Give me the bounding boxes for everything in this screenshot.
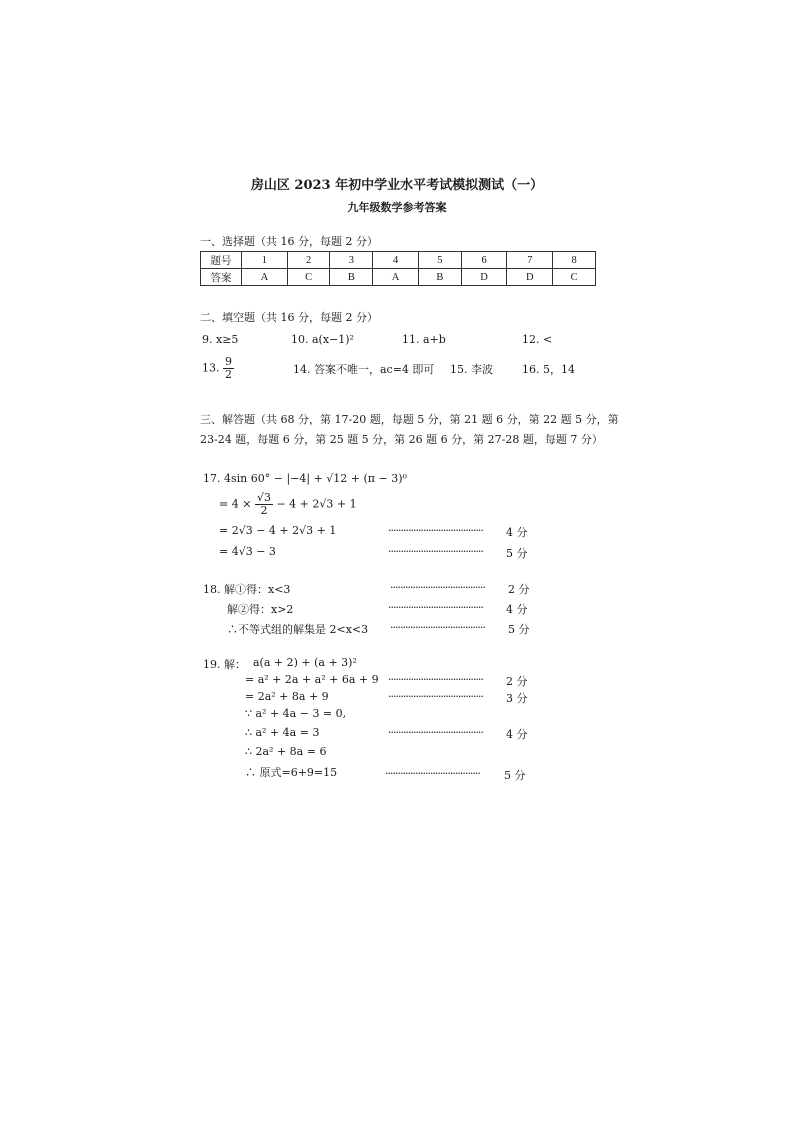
- table-cell: D: [507, 269, 553, 286]
- fraction-denominator: 2: [260, 504, 268, 518]
- q19-line2: = a² + 2a + a² + 6a + 9: [245, 673, 379, 686]
- score-label: 2 分: [508, 583, 530, 596]
- table-cell: A: [242, 269, 288, 286]
- page-title: 房山区 2023 年初中学业水平考试模拟测试（一）: [250, 178, 544, 193]
- q18-line1: 18. 解①得：x<3: [203, 583, 291, 596]
- table-cell: 5: [418, 252, 461, 269]
- table-cell: B: [330, 269, 373, 286]
- q19-line6: ∴ 2a² + 8a = 6: [245, 745, 327, 758]
- table-row: [201, 269, 596, 286]
- table-cell: 4: [373, 252, 419, 269]
- q19-line7: ∴ 原式=6+9=15: [245, 766, 338, 779]
- table-header-cell: 题号: [201, 252, 242, 269]
- score-dots: ······································: [388, 545, 483, 558]
- section-heading-solve: 三、解答题（共 68 分，第 17-20 题，每题 5 分，第 21 题 6 分，第 22 题 5 分，第 23-24 题，每题 6 分，第 25 题 5 分，第 26 题 6 分，第 27-28 题，每题 7 分）: [200, 413, 619, 446]
- q19-line5: ∴ a² + 4a = 3: [245, 726, 320, 739]
- table-cell: 2: [287, 252, 330, 269]
- score-label: 5 分: [508, 623, 530, 636]
- answer-q9: 9. x≥5: [202, 333, 239, 346]
- answer-q16: 16. 5，14: [522, 363, 575, 376]
- table-cell: 8: [553, 252, 596, 269]
- q17-line2: [219, 492, 357, 517]
- section-heading-fill: 二、填空题（共 16 分，每题 2 分）: [200, 311, 378, 324]
- answer-q12: 12. <: [522, 333, 553, 346]
- fraction-numerator: 9: [225, 355, 232, 368]
- table-cell: 6: [461, 252, 507, 269]
- table-cell: A: [373, 269, 419, 286]
- q17-line3: = 2√3 − 4 + 2√3 + 1: [219, 524, 337, 537]
- score-dots: ······································: [388, 690, 483, 703]
- table-cell: C: [553, 269, 596, 286]
- fraction: [255, 492, 273, 517]
- score-dots: ······································: [388, 601, 483, 614]
- score-dots: ······································: [385, 767, 480, 780]
- q17-line1: 17. 4sin 60° − |−4| + √12 + (π − 3)⁰: [203, 472, 407, 485]
- q18-line3: ∴不等式组的解集是 2<x<3: [227, 623, 369, 636]
- q19-label: 19. 解：: [203, 658, 246, 671]
- table-cell: D: [461, 269, 507, 286]
- fraction-numerator: √3: [256, 491, 271, 504]
- q19-line4: ∵ a² + 4a − 3 = 0,: [245, 707, 347, 720]
- q18-line2: 解②得：x>2: [227, 603, 294, 616]
- answer-q14: 14. 答案不唯一，ac=4 即可: [293, 363, 435, 376]
- score-dots: ······································: [388, 524, 483, 537]
- table-cell: 1: [242, 252, 288, 269]
- q17-line2-post: − 4 + 2√3 + 1: [276, 497, 357, 511]
- q19-line3: = 2a² + 8a + 9: [245, 690, 329, 703]
- answer-q13-label: 13.: [202, 361, 220, 375]
- answer-q15: 15. 李波: [450, 363, 493, 376]
- answer-table: [200, 251, 596, 286]
- table-cell: 7: [507, 252, 553, 269]
- table-header-cell: 答案: [201, 269, 242, 286]
- score-label: 4 分: [506, 728, 528, 741]
- table-cell: C: [287, 269, 330, 286]
- answer-q10: 10. a(x−1)²: [291, 333, 354, 346]
- score-label: 3 分: [506, 692, 528, 705]
- fraction-denominator: 2: [225, 368, 232, 382]
- table-row: [201, 252, 596, 269]
- answer-q11: 11. a+b: [402, 333, 446, 346]
- score-dots: ······································: [388, 726, 483, 739]
- q17-line4: = 4√3 − 3: [219, 545, 276, 558]
- score-label: 4 分: [506, 526, 528, 539]
- table-cell: B: [418, 269, 461, 286]
- score-label: 5 分: [506, 547, 528, 560]
- score-label: 2 分: [506, 675, 528, 688]
- score-label: 5 分: [504, 769, 526, 782]
- q19-line1: a(a + 2) + (a + 3)²: [253, 656, 357, 669]
- score-dots: ······································: [390, 581, 485, 594]
- q17-line2-pre: = 4 ×: [219, 497, 252, 511]
- score-dots: ······································: [388, 673, 483, 686]
- fraction: [223, 356, 234, 381]
- score-label: 4 分: [506, 603, 528, 616]
- page-subtitle: 九年级数学参考答案: [347, 201, 447, 214]
- answer-q13: [202, 356, 234, 381]
- section-heading-choice: 一、选择题（共 16 分，每题 2 分）: [200, 235, 378, 248]
- score-dots: ······································: [390, 621, 485, 634]
- table-cell: 3: [330, 252, 373, 269]
